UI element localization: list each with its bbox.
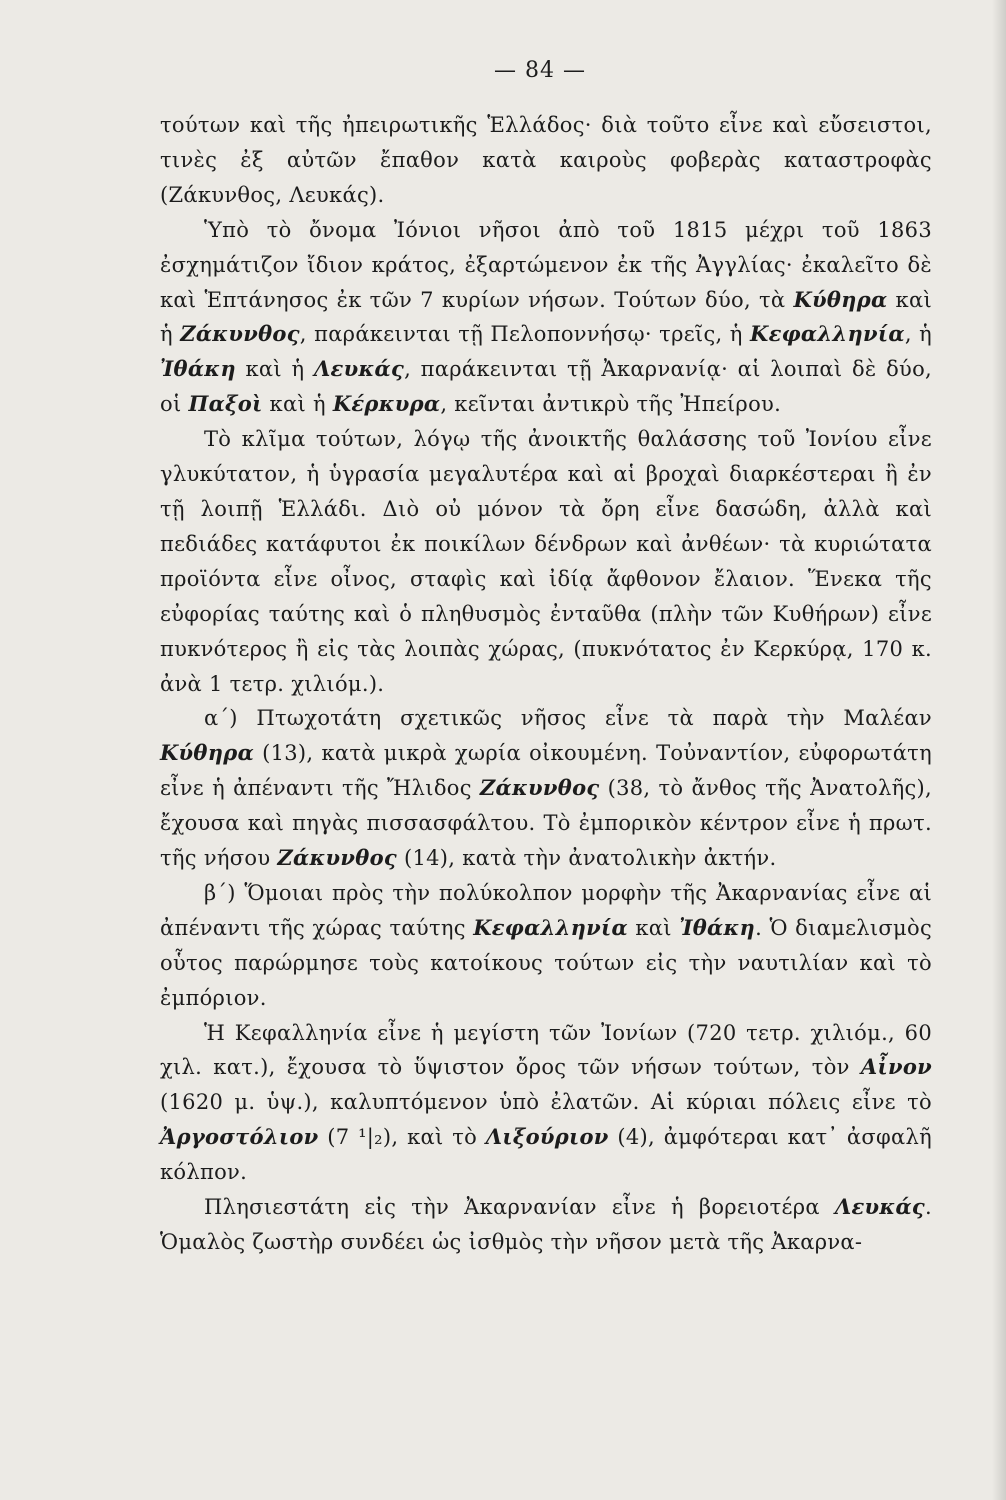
text-run: β΄) Ὅμοιαι πρὸς τὴν πολύκολπον μορφὴν τῆς Ἀκαρνανίας εἶνε αἱ ἀπέναντι τῆς χώρας ταύτης <box>160 880 932 940</box>
text-run: καὶ ἡ <box>235 357 314 382</box>
text-run: , παράκεινται τῇ Πελοποννήσῳ· τρεῖς, ἡ <box>299 322 751 347</box>
text-run: (1620 μ. ὑψ.), καλυπτόμενον ὑπὸ ἐλατῶν. Αἱ κύριαι πόλεις εἶνε τὸ <box>160 1090 932 1115</box>
bold-term: Λευκάς <box>834 1194 926 1220</box>
bold-term: Κύθηρα <box>793 286 888 312</box>
bold-term: Κέρκυρα <box>332 391 441 417</box>
bold-term: Ζάκυνθος <box>277 845 397 871</box>
text-run: . Ὁ διαμελισμὸς οὗτος παρώρμησε τοὺς κατοίκους τούτων εἰς τὴν ναυτιλίαν καὶ τὸ ἐμπόριον. <box>160 915 932 1010</box>
text-run: Ἡ Κεφαλληνία εἶνε ἡ μεγίστη τῶν Ἰονίων (720 τετρ. χιλιόμ., 60 χιλ. κατ.), ἔχουσα τὸ ὕψιστον ὄρος τῶν νήσων τούτων, τὸν <box>160 1020 932 1080</box>
text-run: . Ὁμαλὸς ζωστὴρ συνδέει ὡς ἰσθμὸς τὴν νῆσον μετὰ τῆς Ἀκαρνα- <box>160 1195 932 1254</box>
bold-term: Ἰθάκη <box>160 356 236 382</box>
text-run: Πλησιεστάτη εἰς τὴν Ἀκαρνανίαν εἶνε ἡ βορειοτέρα <box>204 1195 835 1220</box>
text-run: (7 ¹|₂), καὶ τὸ <box>318 1125 486 1150</box>
text-run: καὶ ἡ <box>262 392 333 417</box>
paragraph <box>160 422 932 701</box>
text-run: Τὸ κλῖμα τούτων, λόγῳ τῆς ἀνοικτῆς θαλάσσης τοῦ Ἰονίου εἶνε γλυκύτατον, ἡ ὑγρασία μεγαλυτέρα καὶ αἱ βροχαὶ διαρκέστεραι ἢ ἐν τῇ λοιπῇ Ἑλλάδι. Διὸ οὐ μόνον τὰ ὄρη εἶνε δασώδη, ἀλλὰ καὶ πεδιάδες κατάφυτοι ἐκ ποικίλων δένδρων καὶ ἀνθέων· τὰ κυριώτατα προϊόντα εἶνε οἶνος, σταφὶς καὶ ἰδίᾳ ἄφθονον ἔλαιον. Ἕνεκα τῆς εὐφορίας ταύτης καὶ ὁ πληθυσμὸς ἐνταῦθα (πλὴν τῶν Κυθήρων) εἶνε πυκνότερος ἢ εἰς τὰς λοιπὰς χώρας, (πυκνότατος ἐν Κερκύρᾳ, 170 κ. ἀνὰ 1 τετρ. χιλιόμ.). <box>160 427 932 696</box>
page-edge-shadow <box>992 0 1006 1500</box>
bold-term: Ζάκυνθος <box>180 321 300 347</box>
text-run: Ὑπὸ τὸ ὄνομα Ἰόνιοι νῆσοι ἀπὸ τοῦ 1815 μέχρι τοῦ 1863 ἐσχημάτιζον ἴδιον κράτος, ἐξαρτώμενον ἐκ τῆς Ἀγγλίας· ἐκαλεῖτο δὲ καὶ Ἑπτάνησος ἐκ τῶν 7 κυρίων νήσων. Τούτων δύο, τὰ <box>160 217 932 312</box>
text-run: τούτων καὶ τῆς ἠπειρωτικῆς Ἑλλάδος· διὰ τοῦτο εἶνε καὶ εὔσειστοι, τινὲς ἐξ αὐτῶν ἔπαθον κατὰ καιροὺς φοβερὰς καταστροφὰς (Ζάκυνθος, Λευκάς). <box>160 113 932 207</box>
text-run: α΄) Πτωχοτάτη σχετικῶς νῆσος εἶνε τὰ παρὰ τὴν Μαλέαν <box>204 706 932 731</box>
page-number: — 84 — <box>494 58 586 83</box>
bold-term: Κεφαλληνία <box>750 321 905 347</box>
text-run: , παράκεινται τῇ Ἀκαρνανίᾳ· αἱ λοιπαὶ δὲ δύο, οἱ <box>160 357 933 417</box>
paragraph <box>160 1190 932 1260</box>
bold-term: Κύθηρα <box>160 740 255 766</box>
text-run: , ἡ <box>904 322 932 347</box>
bold-term: Κεφαλληνία <box>473 914 628 940</box>
body-text <box>160 108 932 1260</box>
bold-term: Ἰθάκη <box>679 914 756 940</box>
bold-term: Παξοὶ <box>188 391 263 417</box>
bold-term: Ἀργοστόλιον <box>160 1124 319 1150</box>
paragraph <box>160 701 932 876</box>
bold-term: Λευκάς <box>313 356 405 382</box>
text-run: , κεῖνται ἀντικρὺ τῆς Ἠπείρου. <box>440 392 782 417</box>
text-run: (38, τὸ ἄνθος τῆς Ἀνατολῆς), ἔχουσα καὶ πηγὰς πισσασφάλτου. Τὸ ἐμπορικὸν κέντρον εἶνε ἡ πρωτ. τῆς νήσου <box>160 776 932 871</box>
paragraph <box>160 876 932 1016</box>
paragraph <box>160 1016 932 1191</box>
bold-term: Λιξούριον <box>485 1124 609 1150</box>
paragraph <box>160 108 932 213</box>
text-run: καὶ ἡ <box>160 287 932 347</box>
bold-term: Ζάκυνθος <box>479 775 600 801</box>
paragraph <box>160 213 932 422</box>
text-run: (4), ἀμφότεραι κατ᾽ ἀσφαλῆ κόλπον. <box>160 1125 932 1185</box>
text-run: (13), κατὰ μικρὰ χωρία οἰκουμένη. Τοὐναντίον, εὐφορωτάτη εἶνε ἡ ἀπέναντι τῆς Ἤλιδος <box>160 741 932 801</box>
text-run: καὶ <box>627 915 680 940</box>
text-run: (14), κατὰ τὴν ἀνατολικὴν ἀκτήν. <box>396 846 777 871</box>
bold-term: Αἶνον <box>860 1054 932 1080</box>
